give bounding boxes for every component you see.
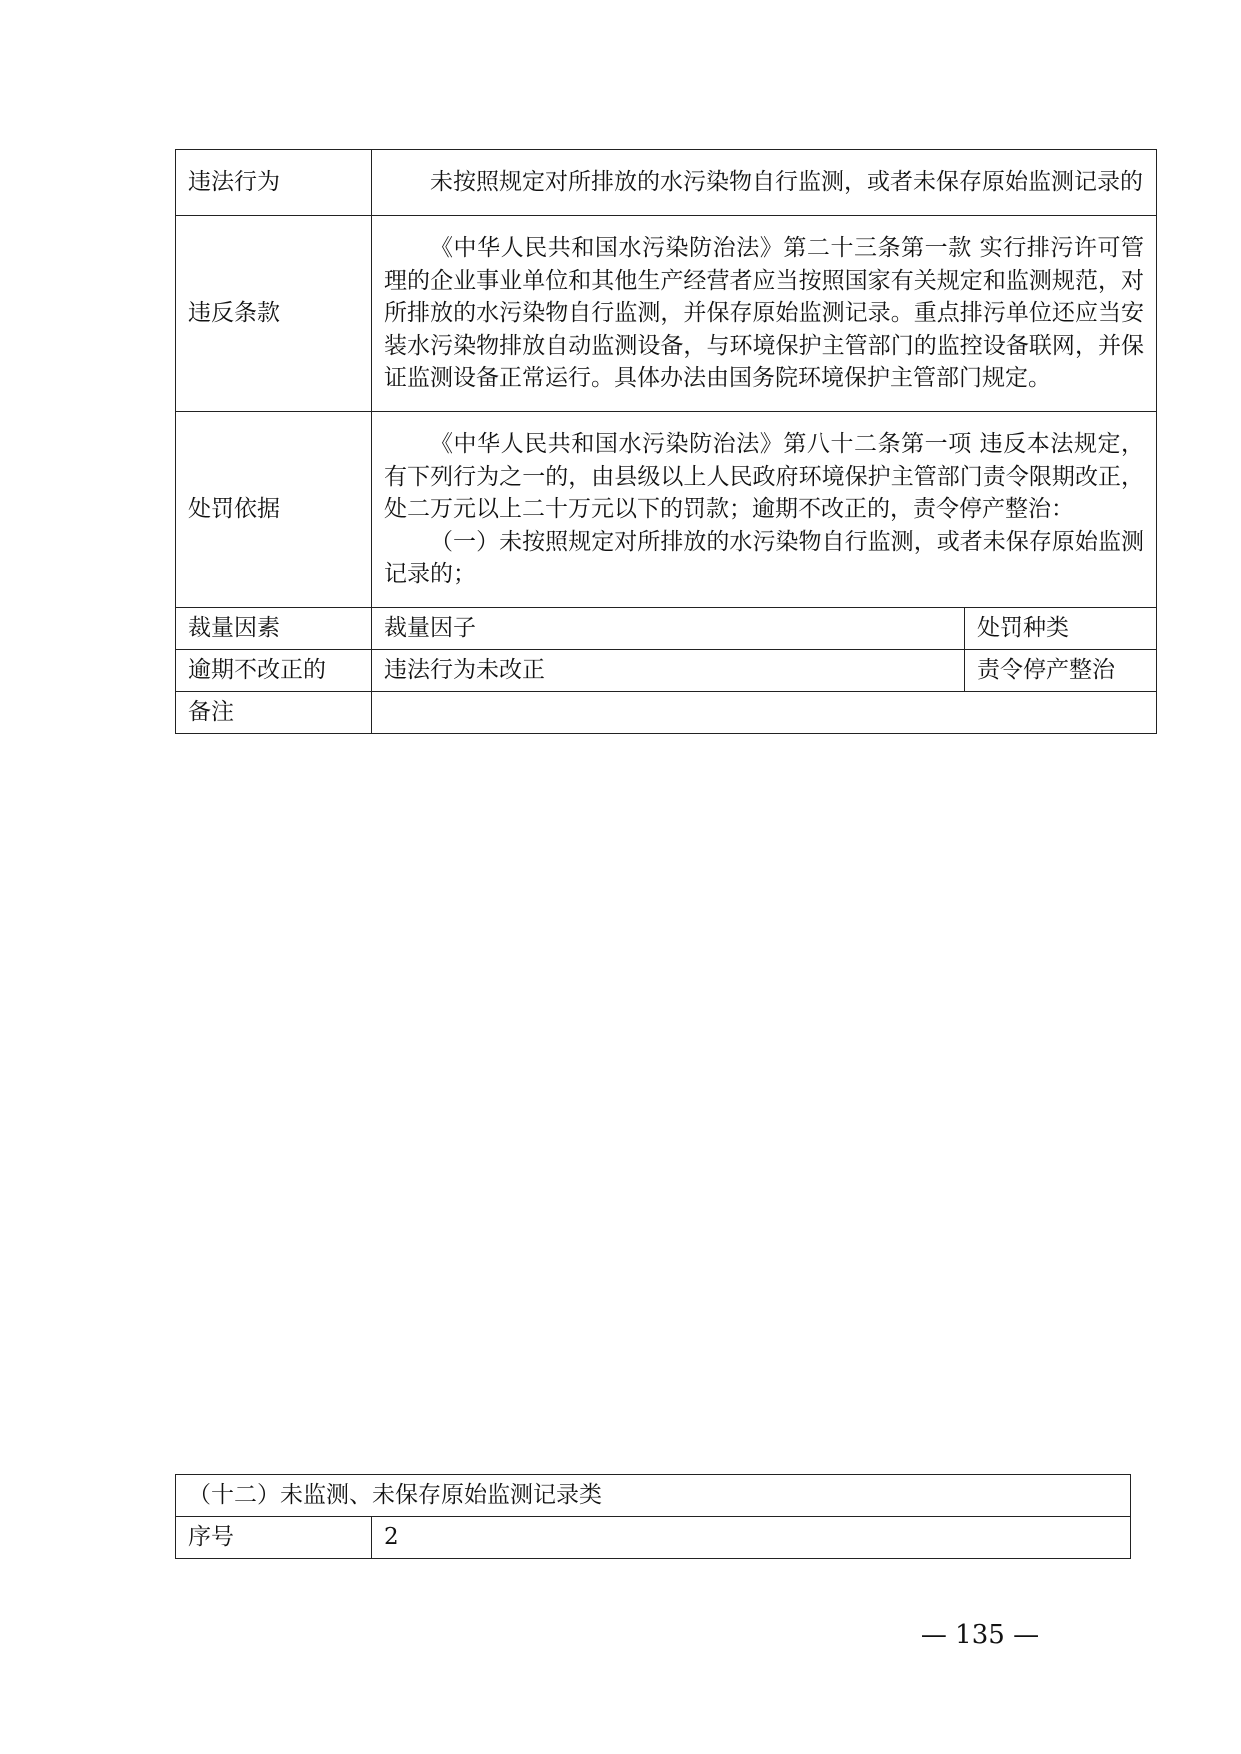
serial-row [176,1517,1131,1559]
page-number: — 135 — [920,1620,1040,1650]
factor-element-header: 裁量因素 [176,608,372,650]
discretion-row [176,650,1157,692]
category-table [175,1474,1131,1559]
remark-row [176,692,1157,734]
category-row [176,1475,1131,1517]
category-title: （十二）未监测、未保存原始监测记录类 [176,1475,1131,1517]
article-text: 《中华人民共和国水污染防治法》第二十三条第一款 实行排污许可管理的企业事业单位和其他生产经营者应当按照国家有关规定和监测规范，对所排放的水污染物自行监测，并保存原始监测记录。重点排污单位还应当安装水污染物排放自动监测设备，与环境保护主管部门的监控设备联网，并保证监测设备正常运行。具体办法由国务院环境保护主管部门规定。 [372,216,1157,412]
violation-label: 违法行为 [176,150,372,216]
serial-value: 2 [372,1517,1131,1559]
article-label: 违反条款 [176,216,372,412]
discretion-header-row [176,608,1157,650]
factor-value: 违法行为未改正 [372,650,965,692]
violation-text: 未按照规定对所排放的水污染物自行监测，或者未保存原始监测记录的 [372,150,1157,216]
basis-row [176,412,1157,608]
penalty-type-value: 责令停产整治 [965,650,1157,692]
basis-label: 处罚依据 [176,412,372,608]
remark-label: 备注 [176,692,372,734]
factor-element: 逾期不改正的 [176,650,372,692]
basis-paragraph: 《中华人民共和国水污染防治法》第八十二条第一项 违反本法规定，有下列行为之一的，由县级以上人民政府环境保护主管部门责令限期改正，处二万元以上二十万元以下的罚款；逾期不改正的，责令停产整治： [384,431,1144,523]
article-row [176,216,1157,412]
violation-row [176,150,1157,216]
basis-paragraph: （一）未按照规定对所排放的水污染物自行监测，或者未保存原始监测记录的； [384,528,1144,588]
penalty-table [175,149,1157,734]
remark-value [372,692,1157,734]
penalty-type-header: 处罚种类 [965,608,1157,650]
factor-header: 裁量因子 [372,608,965,650]
basis-cell [372,412,1157,608]
serial-label: 序号 [176,1517,372,1559]
